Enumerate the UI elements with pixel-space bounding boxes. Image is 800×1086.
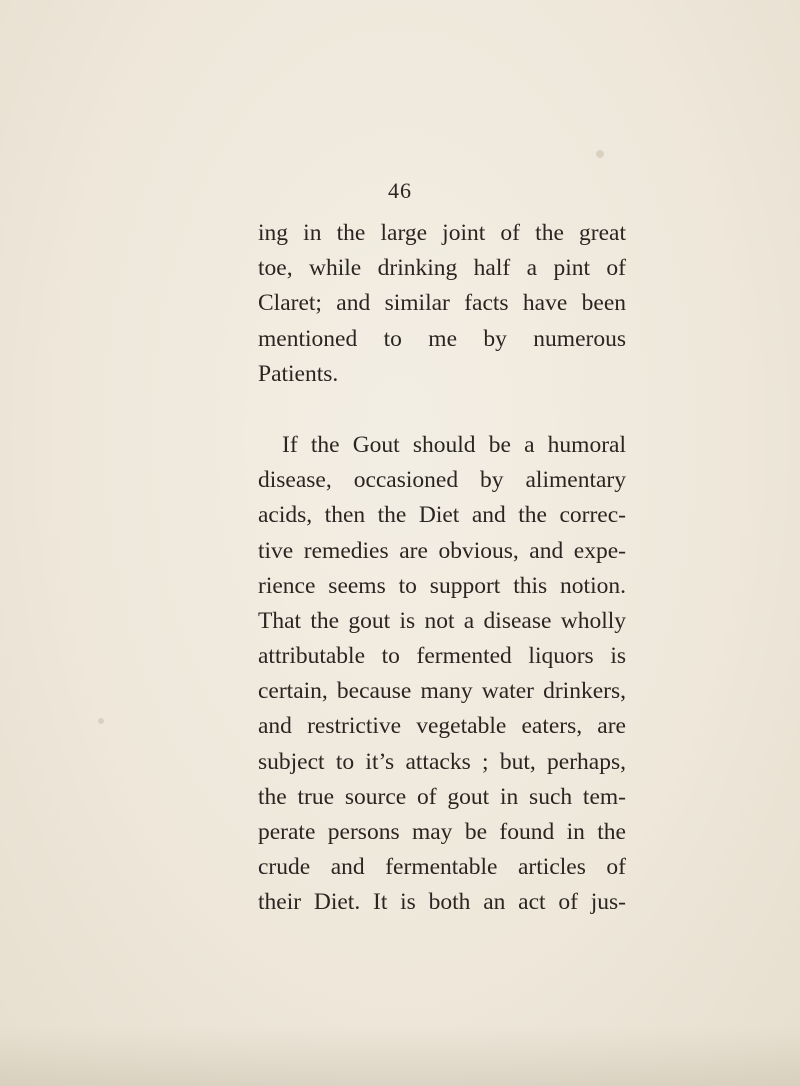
text-line: Patients. [258,360,339,387]
text-line: disease, occasioned by alimentary [258,467,626,494]
text-line: attributable to fermented liquors is [258,643,626,670]
text-line: perate persons may be found in the [258,819,626,845]
text-line: Claret; and similar facts have been [258,290,626,317]
text-line: certain, because many water drinkers, [258,678,626,705]
paragraph [258,428,626,921]
page-bottom-edge [0,1026,800,1086]
text-line: and restrictive vegetable eaters, are [258,713,626,740]
text-line: their Diet. It is both an act of jus- [258,889,626,916]
body-text [258,216,626,921]
paper-stain [596,150,604,158]
paragraph-spacer [258,392,626,428]
text-line: rience seems to support this notion. [258,572,626,599]
text-line: crude and fermentable articles of [258,854,626,881]
page-number: 46 [388,178,412,203]
text-line: ing in the large joint of the great [258,220,626,246]
text-line: mentioned to me by numerous [258,325,626,352]
paper-stain [98,718,104,724]
text-line: the true source of gout in such tem- [258,783,626,810]
text-line: tive remedies are obvious, and expe- [258,537,626,564]
text-line: toe, while drinking half a pint of [258,255,626,282]
text-line: If the Gout should be a humoral [282,431,626,458]
text-line: That the gout is not a disease wholly [258,607,626,634]
text-line: subject to it’s attacks ; but, perhaps, [258,748,626,775]
paragraph [258,216,626,392]
text-line: acids, then the Diet and the correc- [258,502,626,529]
